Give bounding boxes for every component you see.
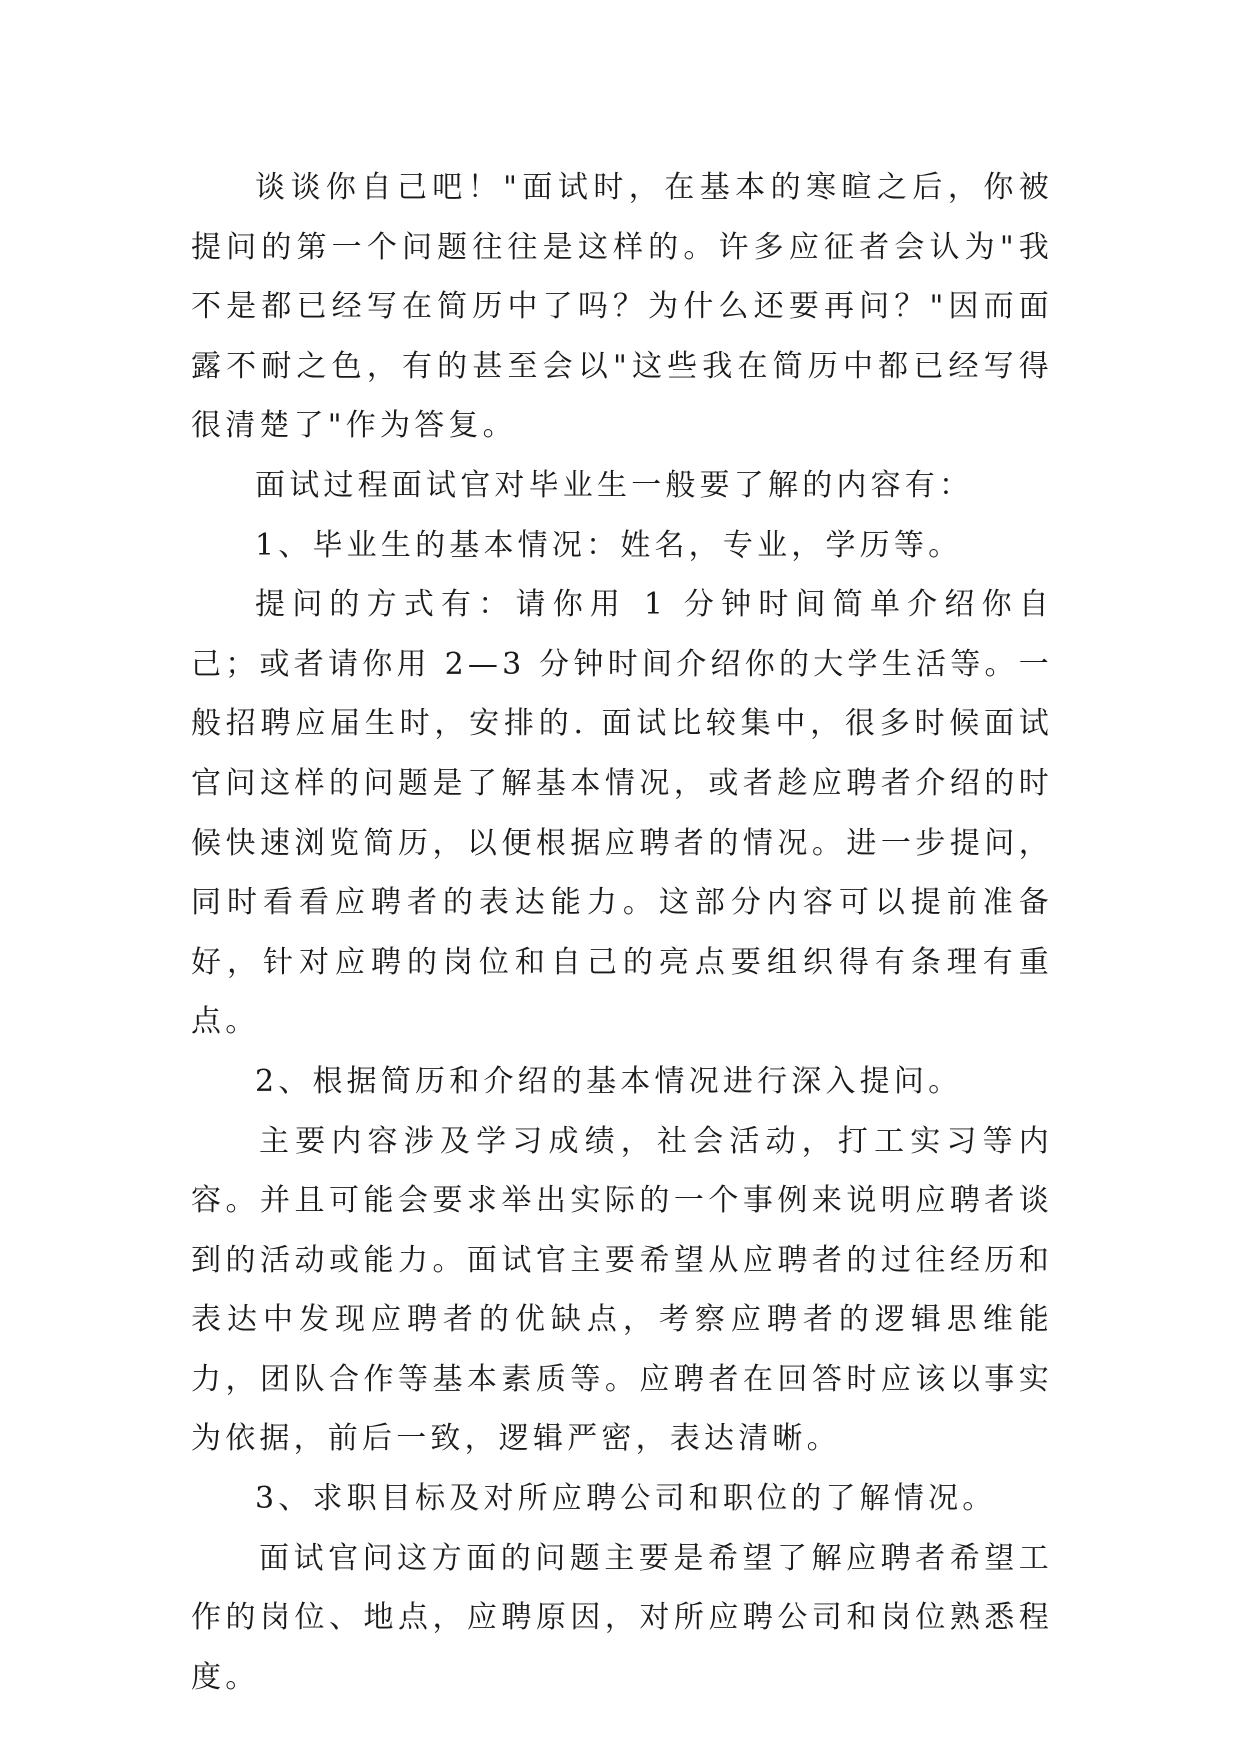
paragraph-item-3-detail: 面试官问这方面的问题主要是希望了解应聘者希望工作的岗位、地点，应聘原因，对所应聘公司和岗位熟悉程度。 [191, 1540, 1053, 1695]
paragraph-item-2-heading: 2、根据简历和介绍的基本情况进行深入提问。 [255, 1063, 963, 1099]
paragraph-item-1-heading: 1、毕业生的基本情况：姓名，专业，学历等。 [255, 527, 963, 563]
paragraph-item-3-heading: 3、求职目标及对所应聘公司和职位的了解情况。 [255, 1481, 997, 1517]
paragraph-item-1-detail: 提问的方式有：请你用 1 分钟时间简单介绍你自己；或者请你用 2—3 分钟时间介绍你的大学生活等。一般招聘应届生时，安排的. 面试比较集中，很多时候面试官问这样的问题是了解基本情况，或者趁应聘者介绍的时候快速浏览简历，以便根据应聘者的情况。进一步提问，同时看看应聘者的表达能力。这部分内容可以提前准备好，针对应聘的岗位和自己的亮点要组织得有条理有重点。 [191, 587, 1053, 1040]
paragraph-self-introduction: 谈谈你自己吧！"面试时，在基本的寒暄之后，你被提问的第一个问题往往是这样的。许多应征者会认为"我不是都已经写在简历中了吗？为什么还要再问？"因而面露不耐之色，有的甚至会以"这些我在简历中都已经写得很清楚了"作为答复。 [191, 170, 1053, 444]
document-body [191, 158, 1053, 1707]
paragraph-item-2-detail: 主要内容涉及学习成绩，社会活动，打工实习等内容。并且可能会要求举出实际的一个事例来说明应聘者谈到的活动或能力。面试官主要希望从应聘者的过往经历和表达中发现应聘者的优缺点，考察应聘者的逻辑思维能力，团队合作等基本素质等。应聘者在回答时应该以事实为依据，前后一致，逻辑严密，表达清晰。 [191, 1123, 1053, 1457]
paragraph-interview-content-intro: 面试过程面试官对毕业生一般要了解的内容有： [255, 467, 974, 503]
